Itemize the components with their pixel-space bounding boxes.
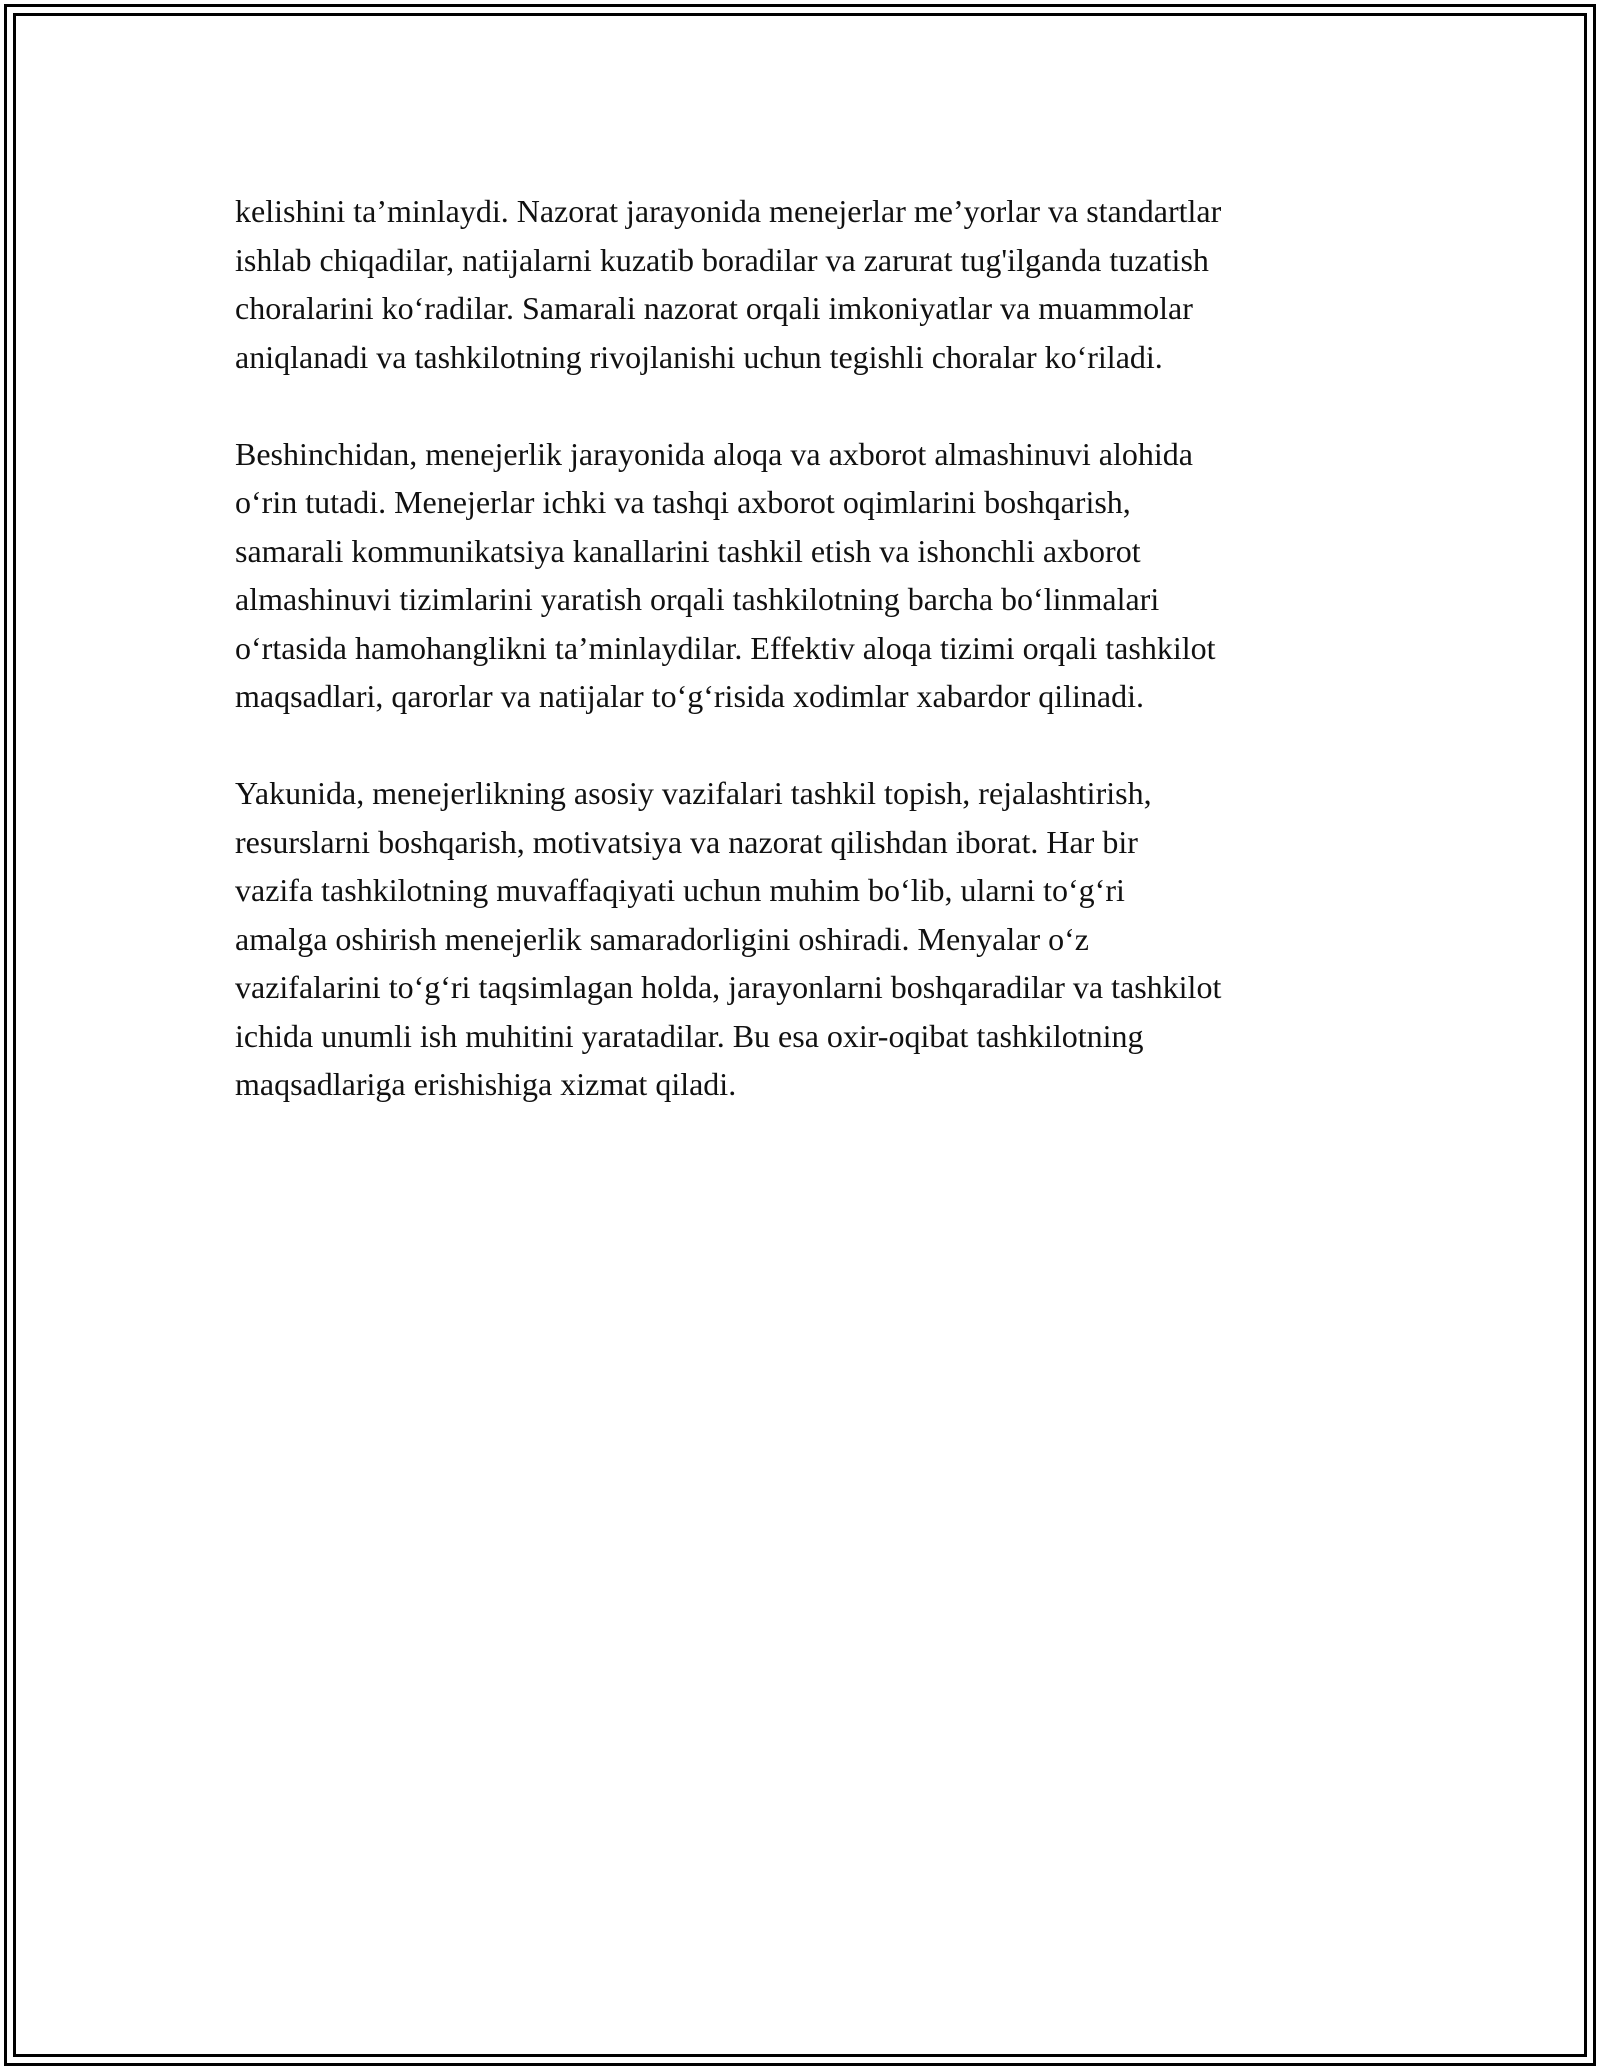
- paragraph-nazorat: kelishini ta’minlaydi. Nazorat jarayonida menejerlar me’yorlar va standartlar ishlab chiqadilar, natijalarni kuzatib boradilar va zarurat tug'ilganda tuzatish choralarini ko‘radilar. Samarali nazorat orqali imkoniyatlar va muammolar aniqlanadi va tashkilotning rivojlanishi uchun tegishli choralar ko‘riladi.: [235, 193, 1222, 375]
- paragraph-yakunida: Yakunida, menejerlikning asosiy vazifalari tashkil topish, rejalashtirish, resurslarni boshqarish, motivatsiya va nazorat qilishdan iborat. Har bir vazifa tashkilotning muvaffaqiyati uchun muhim bo‘lib, ularni to‘g‘ri amalga oshirish menejerlik samaradorligini oshiradi. Menyalar o‘z vazifalarini to‘g‘ri taqsimlagan holda, jarayonlarni boshqaradilar va tashkilot ichida unumli ish muhitini yaratadilar. Bu esa oxir-oqibat tashkilotning maqsadlariga erishishiga xizmat qiladi.: [235, 775, 1222, 1102]
- document-body: [235, 187, 1385, 1157]
- paragraph-aloqa: Beshinchidan, menejerlik jarayonida aloqa va axborot almashinuvi alohida o‘rin tutadi. Menejerlar ichki va tashqi axborot oqimlarini boshqarish, samarali kommunikatsiya kanallarini tashkil etish va ishonchli axborot almashinuvi tizimlarini yaratish orqali tashkilotning barcha bo‘linmalari o‘rtasida hamohanglikni ta’minlaydilar. Effektiv aloqa tizimi orqali tashkilot maqsadlari, qarorlar va natijalar to‘g‘risida xodimlar xabardor qilinadi.: [235, 435, 1216, 714]
